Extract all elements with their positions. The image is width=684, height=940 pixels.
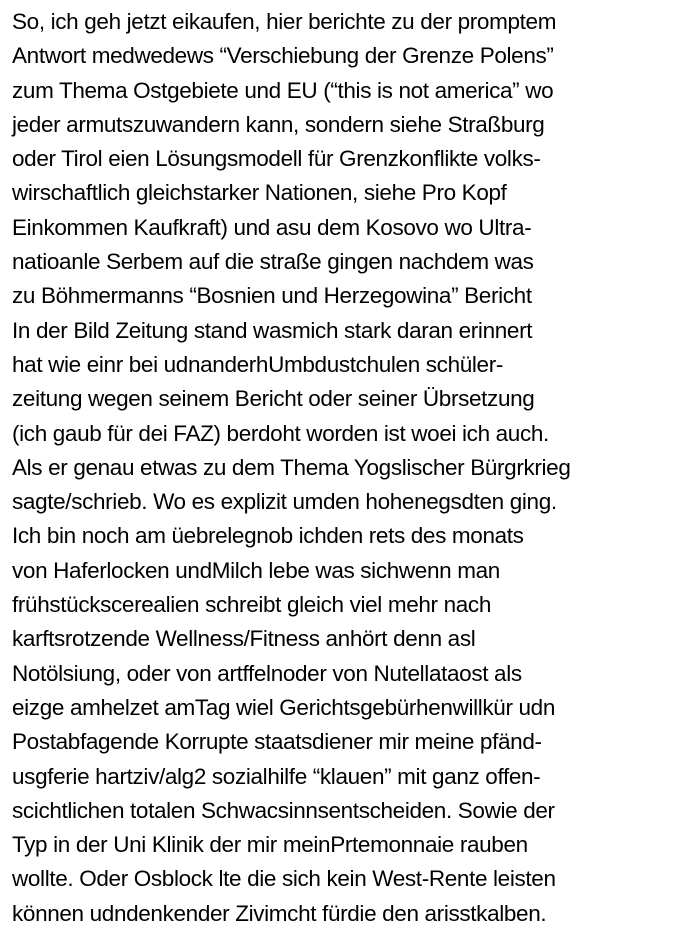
text-line: So, ich geh jetzt eikaufen, hier berichte zu der promptem [12, 9, 557, 34]
text-line: frühstückscerealien schreibt gleich viel mehr nach [12, 592, 491, 618]
text-line: hat wie einr bei udnanderhUmbdustchulen schüler- [12, 351, 503, 377]
text-line: wollte. Oder Osblock lte die sich kein West-Rente leisten [12, 866, 556, 892]
text-line: natioanle Serbem auf die straße gingen nachdem was [12, 249, 534, 275]
text-line: usgferie hartziv/alg2 sozialhilfe “klauen” mit ganz offen- [12, 763, 541, 789]
text-line: Typ in der Uni Klinik der mir meinPrtemonnaie rauben [12, 832, 528, 858]
text-line: können udndenkender Zivimcht fürdie den arisstkalben. [12, 900, 547, 926]
text-line: Postabfagende Korrupte staatsdiener mir meine pfänd- [12, 729, 542, 755]
text-line: eizge amhelzet amTag wiel Gerichtsgebürhenwillkür udn [12, 694, 555, 720]
text-line: von Haferlocken undMilch lebe was sichwenn man [12, 557, 500, 583]
text-line: Einkommen Kaufkraft) und asu dem Kosovo wo Ultra- [12, 214, 532, 240]
text-line: zu Böhmermanns “Bosnien und Herzegowina” Bericht [12, 283, 532, 309]
text-line: oder Tirol eien Lösungsmodell für Grenzkonflikte volks- [12, 146, 541, 172]
text-line: scichtlichen totalen Schwacsinnsentscheiden. Sowie der [12, 797, 555, 823]
text-line: Antwort medwedews “Verschiebung der Grenze Polens” [12, 43, 554, 69]
text-line: (ich gaub für dei FAZ) berdoht worden ist woei ich auch. [12, 420, 549, 446]
document-text [12, 5, 680, 931]
text-line: wirschaftlich gleichstarker Nationen, siehe Pro Kopf [12, 180, 507, 206]
text-line: Ich bin noch am üebrelegnob ichden rets des monats [12, 523, 524, 549]
text-line: karftsrotzende Wellness/Fitness anhört denn asl [12, 626, 476, 652]
text-line: zeitung wegen seinem Bericht oder seiner Übrsetzung [12, 386, 535, 412]
text-line: Notölsiung, oder von artffelnoder von Nutellataost als [12, 660, 522, 686]
text-line: sagte/schrieb. Wo es explizit umden hohenegsdten ging. [12, 489, 557, 515]
text-line: jeder armutszuwandern kann, sondern siehe Straßburg [12, 111, 545, 137]
text-line: zum Thema Ostgebiete und EU (“this is not america” wo [12, 77, 554, 103]
text-line: In der Bild Zeitung stand wasmich stark daran erinnert [12, 317, 533, 343]
text-line: Als er genau etwas zu dem Thema Yogslischer Bürgrkrieg [12, 454, 571, 480]
